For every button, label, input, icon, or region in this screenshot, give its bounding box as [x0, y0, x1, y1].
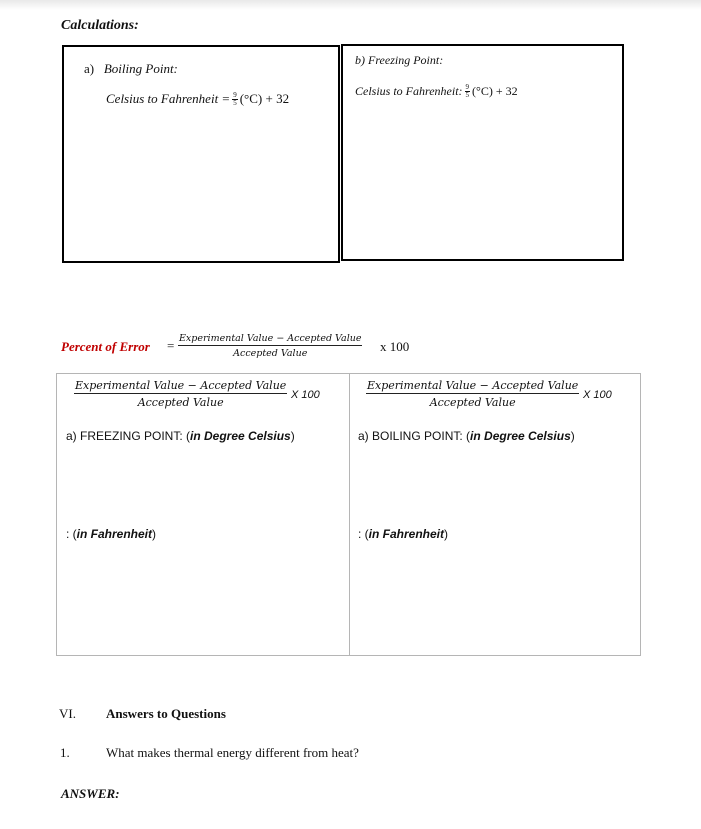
boiling-formula-tail: (°C) + 32: [239, 91, 290, 106]
freezing-fahrenheit-em: in Fahrenheit: [76, 527, 153, 541]
freezing-fahrenheit-suffix: ): [152, 527, 157, 541]
boiling-formula-text: Celsius to Fahrenheit =: [106, 91, 231, 106]
freezing-fahrenheit-prefix: : (: [66, 527, 77, 541]
boiling-formula: [106, 91, 289, 107]
boiling-fraction: [232, 92, 238, 107]
percent-error-label: Percent of Error: [61, 339, 150, 354]
freezing-fahrenheit-line: [66, 527, 156, 541]
left-numerator: Experimental Value − Accepted Value: [75, 379, 287, 392]
right-denominator: Accepted Value: [429, 396, 516, 409]
right-numerator: Experimental Value − Accepted Value: [367, 379, 579, 392]
right-multiplier: X 100: [583, 389, 612, 401]
freezing-formula: [355, 84, 518, 99]
left-multiplier: X 100: [291, 389, 320, 401]
question-text: What makes thermal energy different from heat?: [106, 745, 359, 760]
boiling-frac-den: 5: [233, 98, 237, 107]
boiling-label-prefix: a): [84, 61, 95, 76]
boiling-celsius-suffix: ): [570, 429, 575, 443]
boiling-celsius-line: [358, 429, 575, 443]
question-number: 1.: [60, 745, 70, 760]
section-title: Answers to Questions: [106, 706, 226, 721]
freezing-fraction: [465, 84, 471, 99]
section-number: VI.: [59, 706, 76, 721]
top-shadow: [0, 0, 701, 10]
left-denominator: Accepted Value: [137, 396, 224, 409]
freezing-celsius-line: [66, 429, 295, 443]
percent-error-multiplier: x 100: [380, 339, 410, 354]
freezing-celsius-prefix: a) FREEZING POINT: (: [66, 429, 191, 443]
boiling-label-text: Boiling Point:: [103, 61, 178, 76]
boiling-fahrenheit-prefix: : (: [358, 527, 369, 541]
left-fraction: [74, 379, 287, 409]
percent-error-equals: =: [167, 338, 175, 353]
freezing-formula-tail: (°C) + 32: [472, 84, 518, 98]
boiling-celsius-prefix: a) BOILING POINT: (: [358, 429, 471, 443]
freezing-point-box: [341, 44, 624, 261]
table-divider: [349, 374, 350, 655]
boiling-fahrenheit-suffix: ): [444, 527, 449, 541]
right-fraction: [366, 379, 579, 409]
freezing-formula-text: Celsius to Fahrenheit:: [355, 84, 463, 98]
boiling-fahrenheit-em: in Fahrenheit: [368, 527, 445, 541]
boiling-frac-num: 9: [233, 90, 237, 99]
freezing-frac-num: 9: [465, 83, 470, 91]
calculations-heading: Calculations:: [61, 18, 139, 33]
answer-label: ANSWER:: [61, 786, 120, 801]
freezing-celsius-suffix: ): [290, 429, 295, 443]
error-table: [56, 373, 641, 656]
percent-error-fraction: [178, 333, 362, 359]
percent-error-numerator: Experimental Value − Accepted Value: [179, 333, 362, 344]
boiling-point-box: [62, 45, 340, 263]
percent-error-denominator: Accepted Value: [233, 348, 308, 359]
freezing-frac-den: 5: [465, 91, 470, 99]
boiling-point-label: [84, 61, 178, 77]
boiling-celsius-em: in Degree Celsius: [470, 429, 571, 443]
freezing-celsius-em: in Degree Celsius: [190, 429, 291, 443]
freezing-point-label: b) Freezing Point:: [355, 53, 444, 67]
boiling-fahrenheit-line: [358, 527, 448, 541]
